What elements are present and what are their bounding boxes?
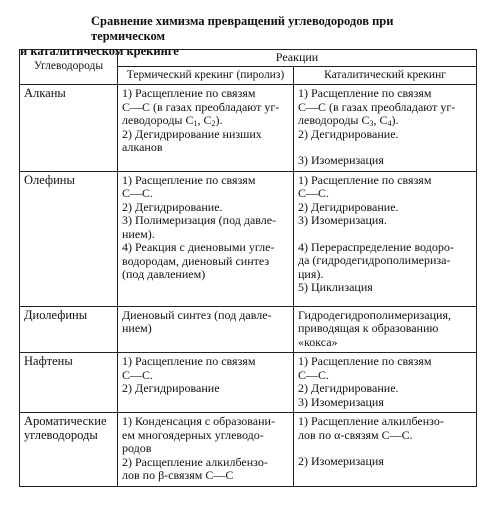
thermal-reaction-line: 2) Дегидрирование.: [122, 199, 223, 214]
catalytic-reactions-cell: [294, 413, 477, 487]
thermal-reaction-line: 2) Дегидрирование: [122, 381, 220, 395]
thermal-reactions-cell: [118, 306, 294, 353]
thermal-reaction-line: 3) Полимеризация (под давле-: [122, 213, 277, 227]
catalytic-reaction-line: приводящая к образованию: [298, 321, 439, 335]
catalytic-reaction-line: леводороды $С_3$, $С_4$).: [298, 113, 399, 128]
catalytic-reaction-line: 4) Перераспределение водоро-: [298, 239, 454, 254]
thermal-reaction-line: 1) Расщепление по связям: [122, 354, 256, 368]
catalytic-reactions-cell: [294, 353, 477, 413]
catalytic-reaction-line: 2) Дегидрирование.: [298, 381, 399, 395]
catalytic-reaction-line: С—С.: [298, 186, 330, 200]
catalytic-reaction-line: ция).: [298, 266, 324, 281]
catalytic-reactions-cell: [294, 85, 477, 172]
hydrocarbon-class-cell: [20, 413, 118, 487]
thermal-reaction-line: 1) Расщепление по связям: [122, 86, 256, 100]
title-line-1: Сравнение химизма превращений углеводородов при термическом: [91, 14, 394, 43]
catalytic-reaction-line: да (гидродегидрополимериза-: [298, 253, 451, 267]
blank-line: [298, 228, 472, 241]
catalytic-reaction-line: 2) Дегидрирование.: [298, 126, 399, 141]
table-row: [20, 85, 477, 172]
header-reactions: Реакции: [118, 50, 477, 67]
thermal-reaction-line: Диеновый синтез (под давле-: [122, 307, 272, 322]
hydrocarbon-class-name: Алканы: [24, 86, 66, 100]
thermal-reaction-line: 1) Расщепление по связям: [122, 172, 256, 187]
catalytic-reaction-line: 3) Изомеризация: [298, 394, 384, 409]
catalytic-reaction-line: «кокса»: [298, 334, 338, 349]
thermal-reaction-line: нием): [122, 321, 152, 335]
catalytic-reactions-cell: [294, 171, 477, 306]
thermal-reaction-line: С—С (в газах преобладают уг-: [122, 99, 280, 114]
hydrocarbon-class-name: Нафтены: [24, 354, 73, 368]
catalytic-reaction-line: 2) Дегидрирование.: [298, 199, 399, 214]
table-body: [20, 85, 477, 487]
hydrocarbon-class-cell: [20, 85, 118, 172]
thermal-reaction-line: леводороды $С_1$, $С_2$).: [122, 113, 223, 128]
thermal-reaction-line: водородам, диеновый синтез: [122, 253, 270, 268]
hydrocarbon-class-name: углеводороды: [24, 427, 98, 442]
catalytic-reaction-line: 1) Расщепление по связям: [298, 354, 432, 368]
thermal-reaction-line: алканов: [122, 140, 163, 154]
thermal-reaction-line: С—С.: [122, 186, 154, 200]
thermal-reactions-cell: [118, 85, 294, 172]
catalytic-reaction-line: С—С.: [298, 367, 330, 382]
title-line-2: и каталитическом крекинге: [20, 44, 179, 58]
catalytic-reaction-line: 1) Расщепление по связям: [298, 86, 432, 100]
thermal-reaction-line: 1) Конденсация с образовани-: [122, 414, 275, 428]
header-hydrocarbons: Углеводороды: [20, 50, 118, 85]
catalytic-reaction-line: 3) Изомеризация: [298, 153, 384, 167]
header-catalytic-cracking: Каталитический крекинг: [294, 66, 477, 85]
thermal-reaction-line: С—С.: [122, 367, 154, 382]
catalytic-reaction-line: 2) Изомеризация: [298, 454, 384, 468]
catalytic-reaction-line: лов по α-связям С—С.: [298, 427, 413, 442]
thermal-reaction-line: (под давлением): [122, 267, 206, 281]
catalytic-reaction-line: Гидродегидрополимеризация,: [298, 307, 451, 322]
thermal-reaction-line: 2) Расщепление алкилбензо-: [122, 454, 268, 469]
comparison-table: [19, 49, 477, 487]
thermal-reaction-line: нием).: [122, 226, 155, 241]
hydrocarbon-class-cell: [20, 171, 118, 306]
table-row: [20, 306, 477, 353]
catalytic-reaction-line: 1) Расщепление алкилбензо-: [298, 414, 444, 428]
thermal-reaction-line: лов по β-связям С—С: [122, 468, 234, 482]
catalytic-reaction-line: 3) Изомеризация.: [298, 213, 387, 227]
catalytic-reactions-cell: [294, 306, 477, 353]
hydrocarbon-class-cell: [20, 353, 118, 413]
thermal-reaction-line: 2) Дегидрирование низших: [122, 126, 262, 141]
catalytic-reaction-line: С—С (в газах преобладают уг-: [298, 99, 456, 114]
thermal-reaction-line: ем многоядерных углеводо-: [122, 427, 264, 442]
thermal-reaction-line: 4) Реакция с диеновыми угле-: [122, 240, 275, 254]
hydrocarbon-class-cell: [20, 306, 118, 353]
catalytic-reaction-line: 1) Расщепление по связям: [298, 172, 432, 187]
header-thermal-cracking: Термический крекинг (пиролиз): [118, 66, 294, 85]
table-row: [20, 353, 477, 413]
thermal-reactions-cell: [118, 171, 294, 306]
catalytic-reaction-line: 5) Циклизация: [298, 280, 373, 294]
hydrocarbon-class-name: Диолефины: [24, 307, 88, 322]
thermal-reactions-cell: [118, 413, 294, 487]
table-row: [20, 413, 477, 487]
thermal-reactions-cell: [118, 353, 294, 413]
hydrocarbon-class-name: Ароматические: [24, 414, 107, 428]
hydrocarbon-class-name: Олефины: [24, 172, 75, 187]
thermal-reaction-line: родов: [122, 441, 152, 455]
table-row: [20, 171, 477, 306]
